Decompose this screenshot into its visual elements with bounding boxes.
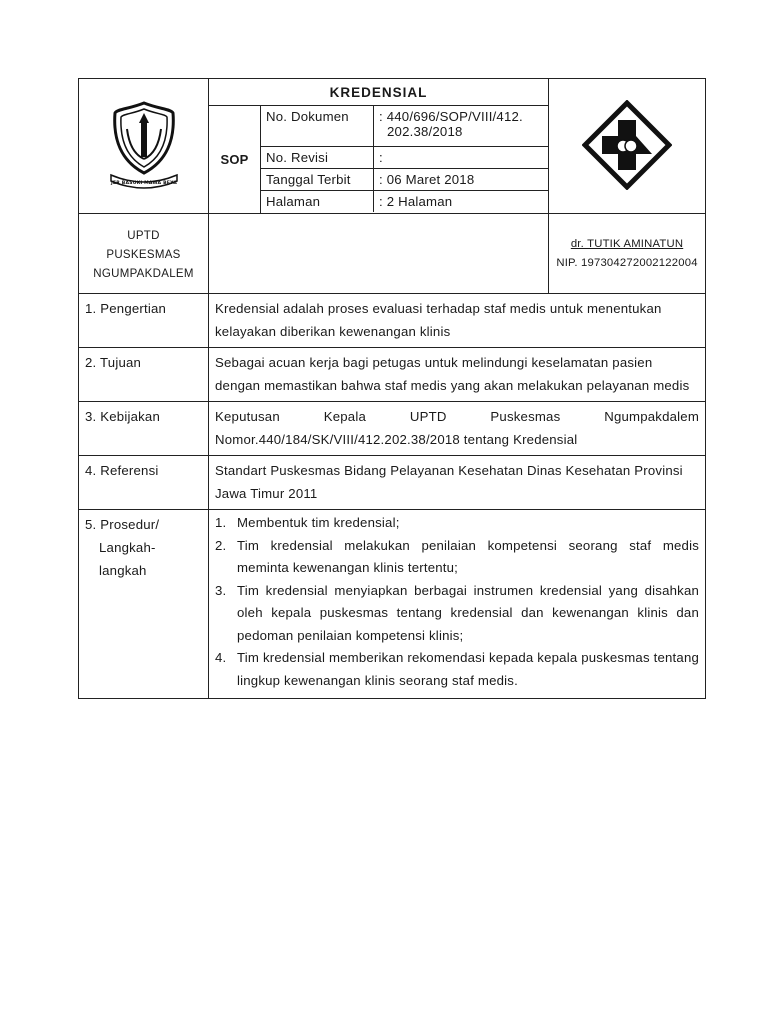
section-kebijakan xyxy=(79,402,706,456)
meta-value: : 06 Maret 2018 xyxy=(374,169,549,191)
puskesmas-logo-icon xyxy=(582,100,672,190)
svg-text:JER BASUKI MAWA BEYA: JER BASUKI MAWA BEYA xyxy=(110,180,177,186)
procedure-steps xyxy=(215,512,699,692)
signer-name: dr. TUTIK AMINATUN xyxy=(570,237,684,250)
section-tujuan xyxy=(79,348,706,402)
east-java-crest-icon xyxy=(107,99,181,191)
section-content xyxy=(209,510,706,699)
section-pengertian xyxy=(79,294,706,348)
procedure-step: 4. Tim kredensial memberikan rekomendasi kepada kepala puskesmas tentang lingkup kewenangan klinis seorang staf medis. xyxy=(215,650,700,688)
section-label: 5. Prosedur/ Langkah- langkah xyxy=(79,510,209,699)
meta-value: : 440/696/SOP/VIII/412. 202.38/2018 xyxy=(374,106,549,147)
sop-label: SOP xyxy=(209,106,261,214)
section-label: 1. Pengertian xyxy=(79,294,209,348)
meta-label: No. Revisi xyxy=(261,147,374,169)
section-label: 4. Referensi xyxy=(79,456,209,510)
sop-table xyxy=(78,78,706,699)
section-prosedur xyxy=(79,510,706,699)
meta-row-halaman xyxy=(261,191,548,213)
section-referensi xyxy=(79,456,706,510)
meta-row-tanggal-terbit xyxy=(261,169,548,191)
meta-label: Halaman xyxy=(261,191,374,213)
procedure-step: 2. Tim kredensial melakukan penilaian kompetensi seorang staf medis meminta kewenangan klinis tertentu; xyxy=(215,537,700,575)
meta-row-no-dokumen xyxy=(261,106,548,147)
section-content: Kredensial adalah proses evaluasi terhadap staf medis untuk menentukan kelayakan diberikan kewenangan klinis xyxy=(209,294,706,348)
meta-label: No. Dokumen xyxy=(261,106,374,147)
signatory xyxy=(549,214,706,294)
section-content: Standart Puskesmas Bidang Pelayanan Kesehatan Dinas Kesehatan Provinsi Jawa Timur 2011 xyxy=(209,456,706,510)
section-label: 3. Kebijakan xyxy=(79,402,209,456)
procedure-step: 1. Membentuk tim kredensial; xyxy=(215,515,400,530)
procedure-step: 3. Tim kredensial menyiapkan berbagai instrumen kredensial yang disahkan oleh kepala puskesmas tentang kredensial dan kewenangan klinis dan pedoman penilaian kompetensi klinis; xyxy=(215,582,700,643)
section-content: Sebagai acuan kerja bagi petugas untuk melindungi keselamatan pasien dengan memastikan bahwa staf medis yang akan melakukan pelayanan medis xyxy=(209,348,706,402)
section-label: 2. Tujuan xyxy=(79,348,209,402)
document-title: KREDENSIAL xyxy=(209,79,549,106)
signer-nip: NIP. 197304272002122004 xyxy=(556,256,698,269)
organization-name: UPTD PUSKESMAS NGUMPAKDALEM xyxy=(79,214,209,294)
meta-label: Tanggal Terbit xyxy=(261,169,374,191)
document-meta xyxy=(261,106,549,214)
puskesmas-logo-cell xyxy=(549,79,706,214)
meta-row-no-revisi xyxy=(261,147,548,169)
meta-value: : 2 Halaman xyxy=(374,191,549,213)
section-content: Keputusan Kepala UPTD Puskesmas Ngumpakdalem Nomor.440/184/SK/VIII/412.202.38/2018 tentang Kredensial xyxy=(209,402,706,456)
meta-value: : xyxy=(374,147,549,169)
sop-document xyxy=(78,78,705,699)
crest-logo-cell xyxy=(79,79,209,214)
signature-space xyxy=(209,214,549,294)
